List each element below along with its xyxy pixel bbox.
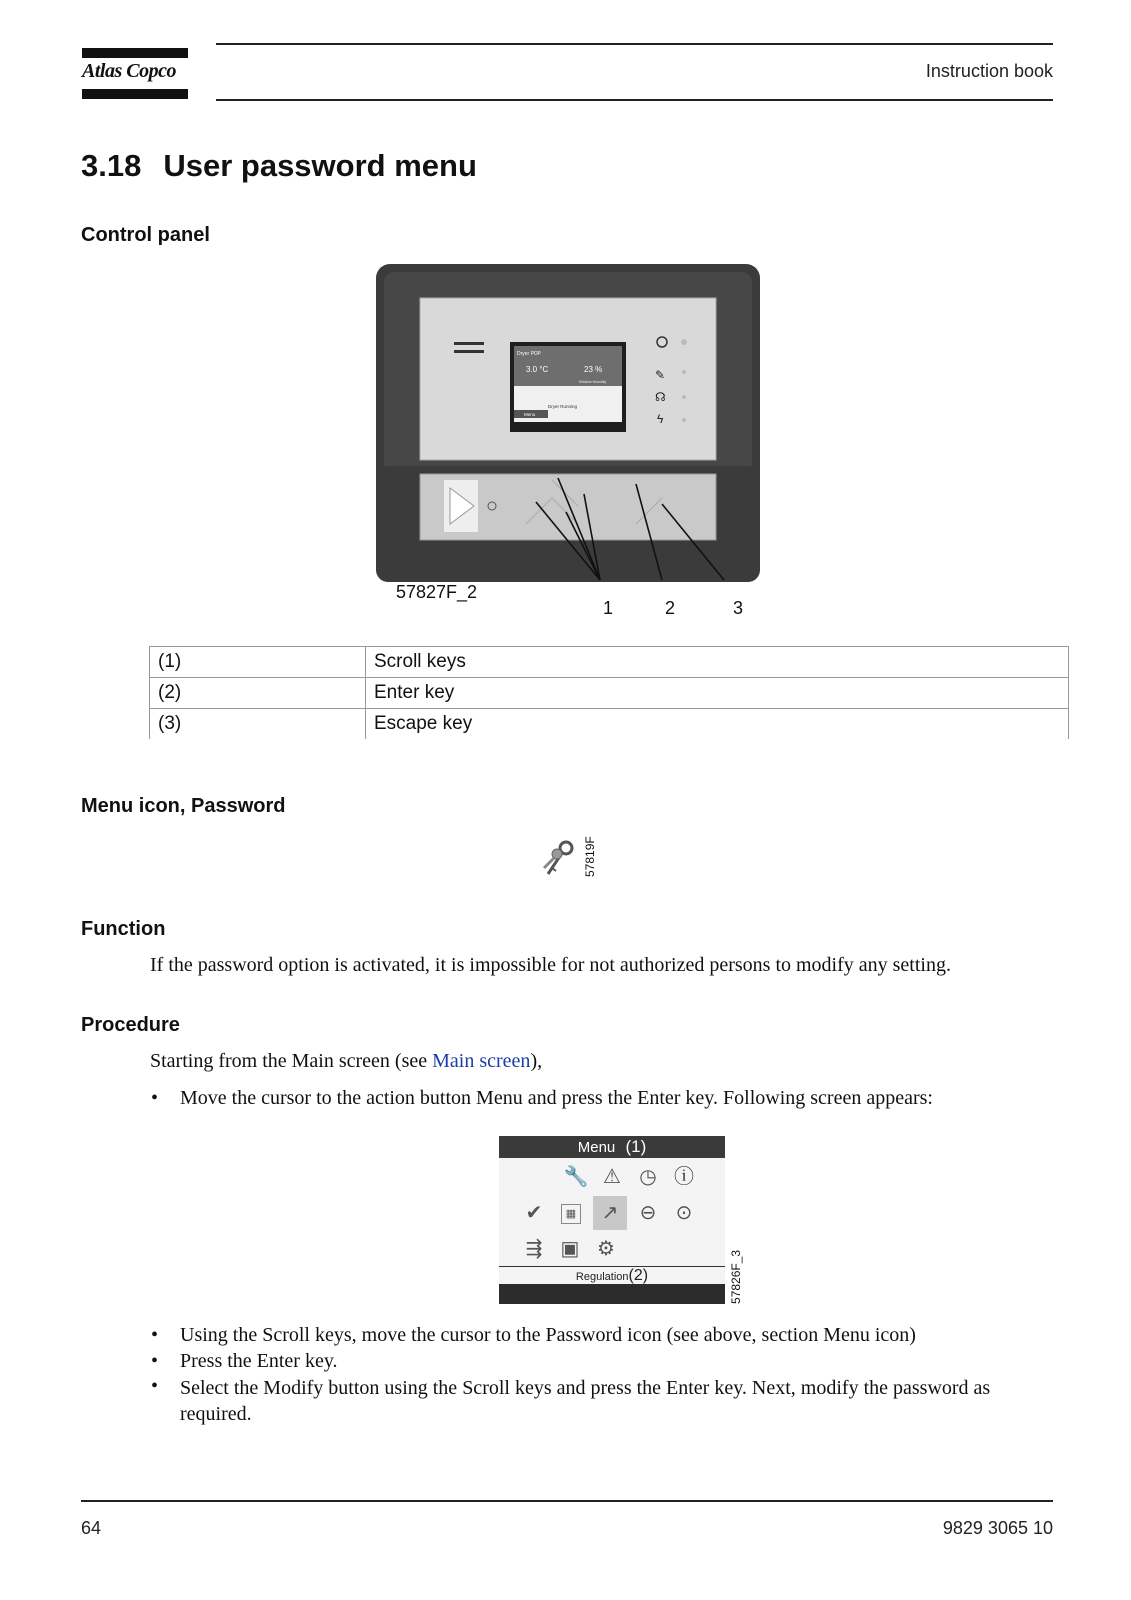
- menu-screen-title-bar: [499, 1136, 725, 1158]
- svg-text:✎: ✎: [655, 368, 666, 382]
- control-panel-heading: Control panel: [81, 224, 210, 246]
- display-left-value: 3.0 °C: [526, 365, 549, 374]
- atlas-copco-logo: Atlas Copco: [82, 60, 176, 82]
- section-title-text: User password menu: [163, 148, 477, 183]
- legend-value: Scroll keys: [366, 647, 1069, 678]
- output-icon: ⊙: [675, 1202, 693, 1224]
- menu-icon-figure-id: 57819F: [583, 836, 597, 877]
- menu-screen-bottom-bar: [499, 1284, 725, 1304]
- procedure-heading: Procedure: [81, 1014, 180, 1036]
- bullet-marker: •: [151, 1350, 159, 1372]
- bullet-marker: •: [151, 1087, 159, 1109]
- svg-text:ϟ: ϟ: [657, 412, 664, 426]
- table-row: [150, 647, 1069, 678]
- control-panel-figure: [374, 262, 764, 622]
- procedure-step-4: Select the Modify button using the Scroll keys and press the Enter key. Next, modify the password as required.: [180, 1377, 991, 1425]
- menu-screen-figure: [499, 1136, 725, 1304]
- procedure-step-2: Using the Scroll keys, move the cursor to the Password icon (see above, section Menu icon): [180, 1324, 916, 1346]
- function-text: If the password option is activated, it is impossible for not authorized persons to modify any setting.: [150, 954, 951, 976]
- section-number: 3.18: [81, 148, 142, 183]
- callout-1: 1: [603, 598, 614, 618]
- section-title: [81, 148, 477, 184]
- regulation-icon: ↗: [593, 1196, 627, 1230]
- table-row: [150, 709, 1069, 740]
- legend-key: (1): [150, 647, 366, 678]
- main-screen-link[interactable]: Main screen: [432, 1050, 531, 1072]
- procedure-step-3: Press the Enter key.: [180, 1350, 338, 1372]
- menu-screen-status-text: Regulation: [575, 1271, 629, 1283]
- display-menu-button: Menu: [524, 412, 536, 417]
- display-status: Dryer Running: [548, 404, 578, 409]
- procedure-intro-text: Starting from the Main screen (see: [150, 1050, 433, 1072]
- document-number: 9829 3065 10: [942, 1518, 1053, 1538]
- menu-screen-figure-id: 57826F_3: [729, 1249, 743, 1304]
- callout-3: 3: [733, 598, 744, 618]
- display-right-caption: Relative Humidity: [579, 380, 607, 384]
- wrench-icon: 🔧: [563, 1166, 589, 1188]
- procedure-intro: [150, 1050, 542, 1073]
- gear-icon: ⚙: [597, 1238, 615, 1260]
- footer-rule: [81, 1500, 1053, 1502]
- display-title: Dryer PDP: [517, 351, 541, 357]
- svg-text:☊: ☊: [655, 390, 666, 404]
- legend-key: (2): [150, 678, 366, 709]
- checklist-icon: ✔: [525, 1202, 543, 1224]
- menu-screen-title-callout: (1): [625, 1137, 647, 1156]
- warning-icon: ⚠: [603, 1166, 621, 1188]
- legend-key: (3): [150, 709, 366, 740]
- menu-screen-status-callout: (2): [628, 1267, 649, 1284]
- control-panel-legend-table: [149, 646, 1069, 739]
- legend-value: Enter key: [366, 678, 1069, 709]
- header-bottom-rule: [216, 99, 1053, 101]
- info-icon: ⓘ: [674, 1166, 694, 1188]
- table-row: [150, 678, 1069, 709]
- header-top-rule: [216, 43, 1053, 45]
- connection-icon: ⇶: [525, 1238, 543, 1260]
- procedure-step-1: Move the cursor to the action button Menu and press the Enter key. Following screen appears:: [180, 1087, 933, 1109]
- control-panel-figure-id: 57827F_2: [396, 582, 478, 602]
- menu-screen-title: Menu: [577, 1139, 616, 1156]
- bullet-marker: •: [151, 1324, 159, 1346]
- document-type: Instruction book: [925, 61, 1053, 81]
- display-right-value: 23 %: [584, 365, 603, 374]
- keys-icon: [540, 838, 580, 878]
- logo-bar-top: [82, 48, 188, 58]
- legend-value: Escape key: [366, 709, 1069, 740]
- procedure-intro-end: ),: [530, 1050, 543, 1072]
- clock-icon: ◷: [639, 1166, 657, 1188]
- counter-icon: ▦: [561, 1204, 581, 1224]
- callout-2: 2: [665, 598, 676, 618]
- menu-screen-status: [499, 1266, 725, 1285]
- bullet-marker: •: [151, 1375, 159, 1397]
- logo-bar-bottom: [82, 89, 188, 99]
- save-icon: ▣: [560, 1238, 580, 1260]
- menu-icon-heading: Menu icon, Password: [81, 795, 286, 817]
- page-number: 64: [81, 1518, 102, 1538]
- input-icon: ⊖: [639, 1202, 657, 1224]
- function-heading: Function: [81, 918, 166, 940]
